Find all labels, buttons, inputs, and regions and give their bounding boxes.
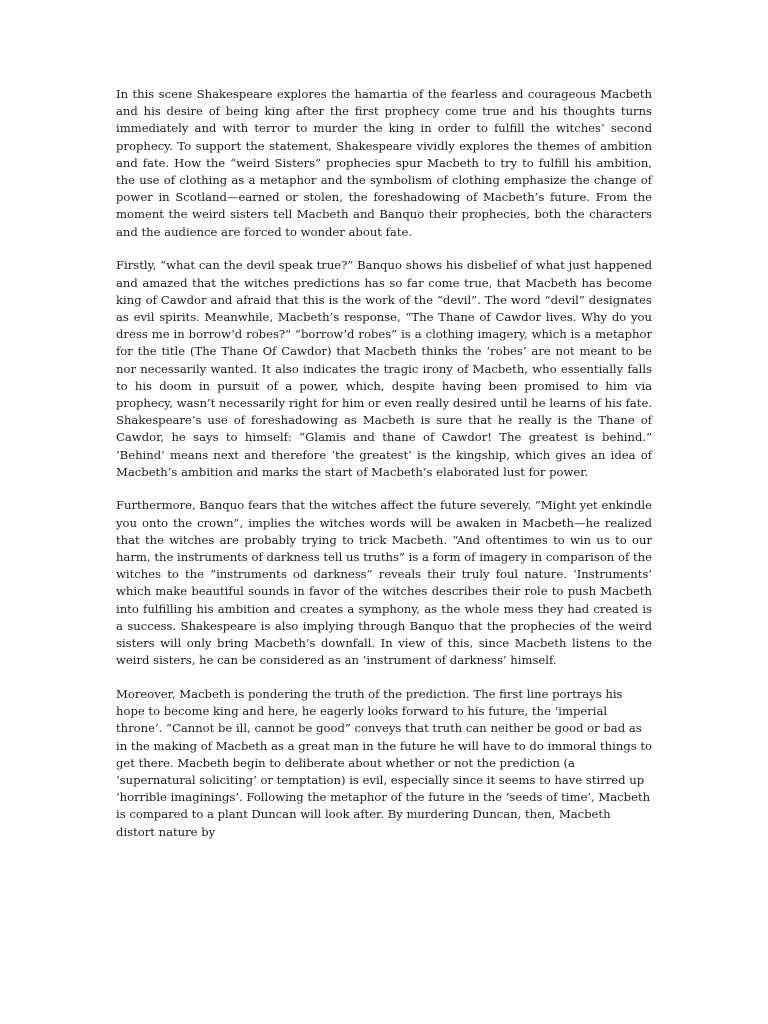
essay-page: [116, 86, 652, 841]
paragraph-furthermore: Furthermore, Banquo fears that the witches affect the future severely. “Might yet enkindle you onto the crown”, implies the witches words will be awaken in Macbeth—he realized that the witches are probably trying to trick Macbeth. “And oftentimes to win us to our harm, the instruments of darkness tell us truths” is a form of imagery in comparison of the witches to the “instruments od darkness” reveals their truly foul nature. ‘Instruments’ which make beautiful sounds in favor of the witches describes their role to push Macbeth into fulfilling his ambition and creates a symphony, as the whole mess they had created is a success. Shakespeare is also implying through Banquo that the prophecies of the weird sisters will only bring Macbeth’s downfall. In view of this, since Macbeth listens to the weird sisters, he can be considered as an ‘instrument of darkness’ himself.: [116, 498, 652, 668]
paragraph-intro: In this scene Shakespeare explores the hamartia of the fearless and courageous Macbeth and his desire of being king after the first prophecy come true and his thoughts turns immediately and with terror to murder the king in order to fulfill the witches’ second prophecy. To support the statement, Shakespeare vividly explores the themes of ambition and fate. How the “weird Sisters” prophecies spur Macbeth to try to fulfill his ambition, the use of clothing as a metaphor and the symbolism of clothing emphasize the change of power in Scotland—earned or stolen, the foreshadowing of Macbeth’s future. From the moment the weird sisters tell Macbeth and Banquo their prophecies, both the characters and the audience are forced to wonder about fate.: [116, 87, 652, 239]
paragraph-moreover: Moreover, Macbeth is pondering the truth of the prediction. The first line portrays his hope to become king and here, he eagerly looks forward to his future, the ‘imperial throne’. “Cannot be ill, cannot be good” conveys that truth can neither be good or bad as in the making of Macbeth as a great man in the future he will have to do immoral things to get there. Macbeth begin to deliberate about whether or not the prediction (a ‘supernatural soliciting’ or temptation) is evil, especially since it seems to have stirred up ‘horrible imaginings’. Following the metaphor of the future in the ‘seeds of time’, Macbeth is compared to a plant Duncan will look after. By murdering Duncan, then, Macbeth distort nature by: [116, 687, 653, 839]
paragraph-firstly: Firstly, “what can the devil speak true?” Banquo shows his disbelief of what just happened and amazed that the witches predictions has so far come true, that Macbeth has become king of Cawdor and afraid that this is the work of the “devil”. The word “devil” designates as evil spirits. Meanwhile, Macbeth’s response, “The Thane of Cawdor lives. Why do you dress me in borrow’d robes?” “borrow’d robes” is a clothing imagery, which is a metaphor for the title (The Thane Of Cawdor) that Macbeth thinks the ‘robes’ are not meant to be nor necessarily wanted. It also indicates the tragic irony of Macbeth, who essentially falls to his doom in pursuit of a power, which, despite having been promised to him via prophecy, wasn’t necessarily right for him or even really desired until he learns of his fate. Shakespeare’s use of foreshadowing as Macbeth is sure that he really is the Thane of Cawdor, he says to himself: “Glamis and thane of Cawdor! The greatest is behind.” ‘Behind’ means next and therefore ‘the greatest’ is the kingship, which gives an idea of Macbeth’s ambition and marks the start of Macbeth’s elaborated lust for power.: [116, 258, 652, 479]
